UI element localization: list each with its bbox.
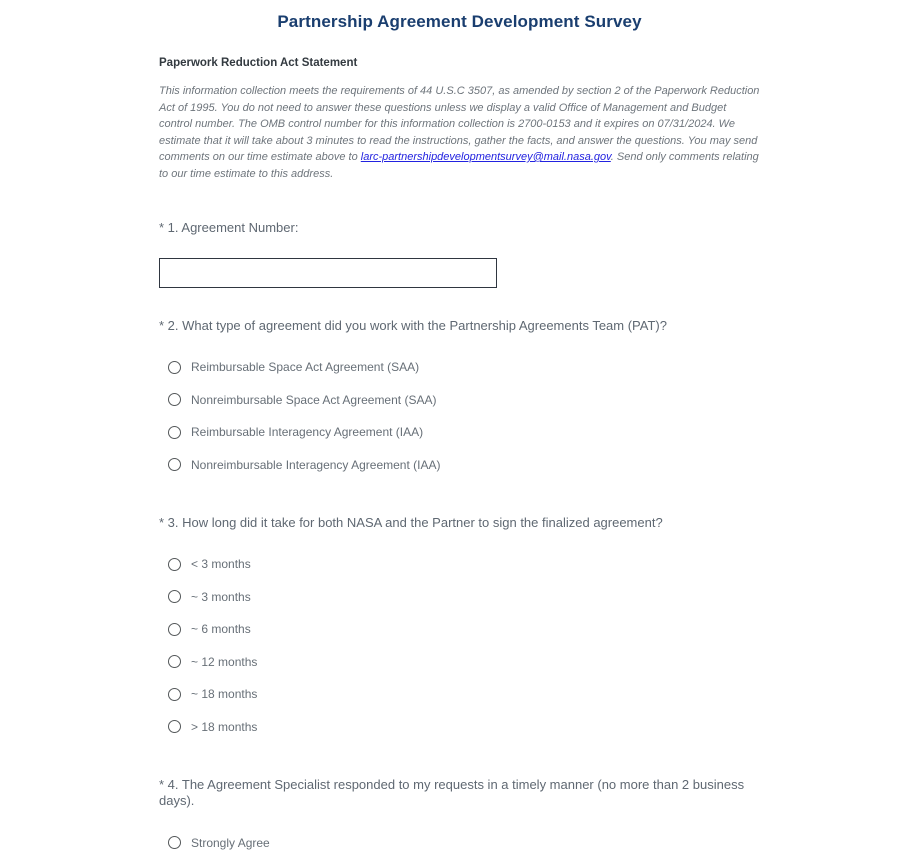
radio-option-label[interactable]: ~ 12 months [191,654,258,669]
question-2 [159,318,760,472]
radio-option[interactable] [168,687,760,701]
radio-option[interactable] [168,425,760,439]
radio-option[interactable] [168,622,760,636]
question-3-options [159,557,760,734]
radio-option-label[interactable]: Strongly Agree [191,835,270,850]
question-3 [159,515,760,734]
radio-button[interactable] [168,590,181,603]
radio-button[interactable] [168,558,181,571]
radio-button[interactable] [168,655,181,668]
radio-button[interactable] [168,623,181,636]
radio-button[interactable] [168,688,181,701]
radio-option-label[interactable]: > 18 months [191,719,258,734]
radio-option-label[interactable]: ~ 18 months [191,687,258,701]
radio-button[interactable] [168,393,181,406]
radio-option[interactable] [168,393,760,407]
radio-button[interactable] [168,720,181,733]
pra-email-link[interactable]: larc-partnershipdevelopmentsurvey@mail.nasa.gov [360,151,611,163]
radio-option-label[interactable]: Reimbursable Space Act Agreement (SAA) [191,360,420,374]
question-2-label: * 2. What type of agreement did you work with the Partnership Agreements Team (PAT)? [159,317,667,333]
radio-option[interactable] [168,360,760,374]
radio-option-label[interactable]: Nonreimbursable Space Act Agreement (SAA) [191,392,437,407]
radio-option[interactable] [168,655,760,669]
question-4-options [159,836,760,850]
question-4 [159,777,760,850]
page-title: Partnership Agreement Development Survey [277,12,642,31]
radio-option-label[interactable]: < 3 months [191,557,251,571]
question-4-label: * 4. The Agreement Specialist responded to my requests in a timely manner (no more than 2 business days). [159,776,745,808]
radio-button[interactable] [168,361,181,374]
radio-option[interactable] [168,836,760,850]
pra-text-before: This information collection meets the requirements of 44 U.S.C 3507, as amended by section 2 of the Paperwork Reduction Act of 1995. You do not need to answer these questions unless we display a valid Office of Management and Budget control number. The OMB control number for this information collection is 2700-0153 and it expires on 07/31/2024. We estimate that it will take about 3 minutes to read the instructions, gather the facts, and answer the questions. You may send comments on our time estimate above to [159,85,760,163]
radio-option-label[interactable]: Nonreimbursable Interagency Agreement (IAA) [191,457,441,472]
radio-option[interactable] [168,720,760,734]
radio-option[interactable] [168,458,760,472]
radio-button[interactable] [168,426,181,439]
radio-button[interactable] [168,458,181,471]
question-3-label: * 3. How long did it take for both NASA and the Partner to sign the finalized agreement? [159,514,663,530]
radio-option-label[interactable]: ~ 3 months [191,589,251,604]
radio-option[interactable] [168,590,760,604]
radio-option[interactable] [168,557,760,571]
question-2-options [159,360,760,472]
question-1 [159,220,760,288]
survey-page [159,12,760,850]
pra-statement-heading: Paperwork Reduction Act Statement [159,57,358,69]
question-1-label: * 1. Agreement Number: [159,220,299,235]
radio-button[interactable] [168,836,181,849]
agreement-number-input[interactable] [159,258,497,288]
pra-text-after: . Send only comments relating to our time estimate to this address. [159,151,759,180]
radio-option-label[interactable]: Reimbursable Interagency Agreement (IAA) [191,425,424,439]
radio-option-label[interactable]: ~ 6 months [191,622,251,636]
pra-statement-paragraph [159,83,760,182]
